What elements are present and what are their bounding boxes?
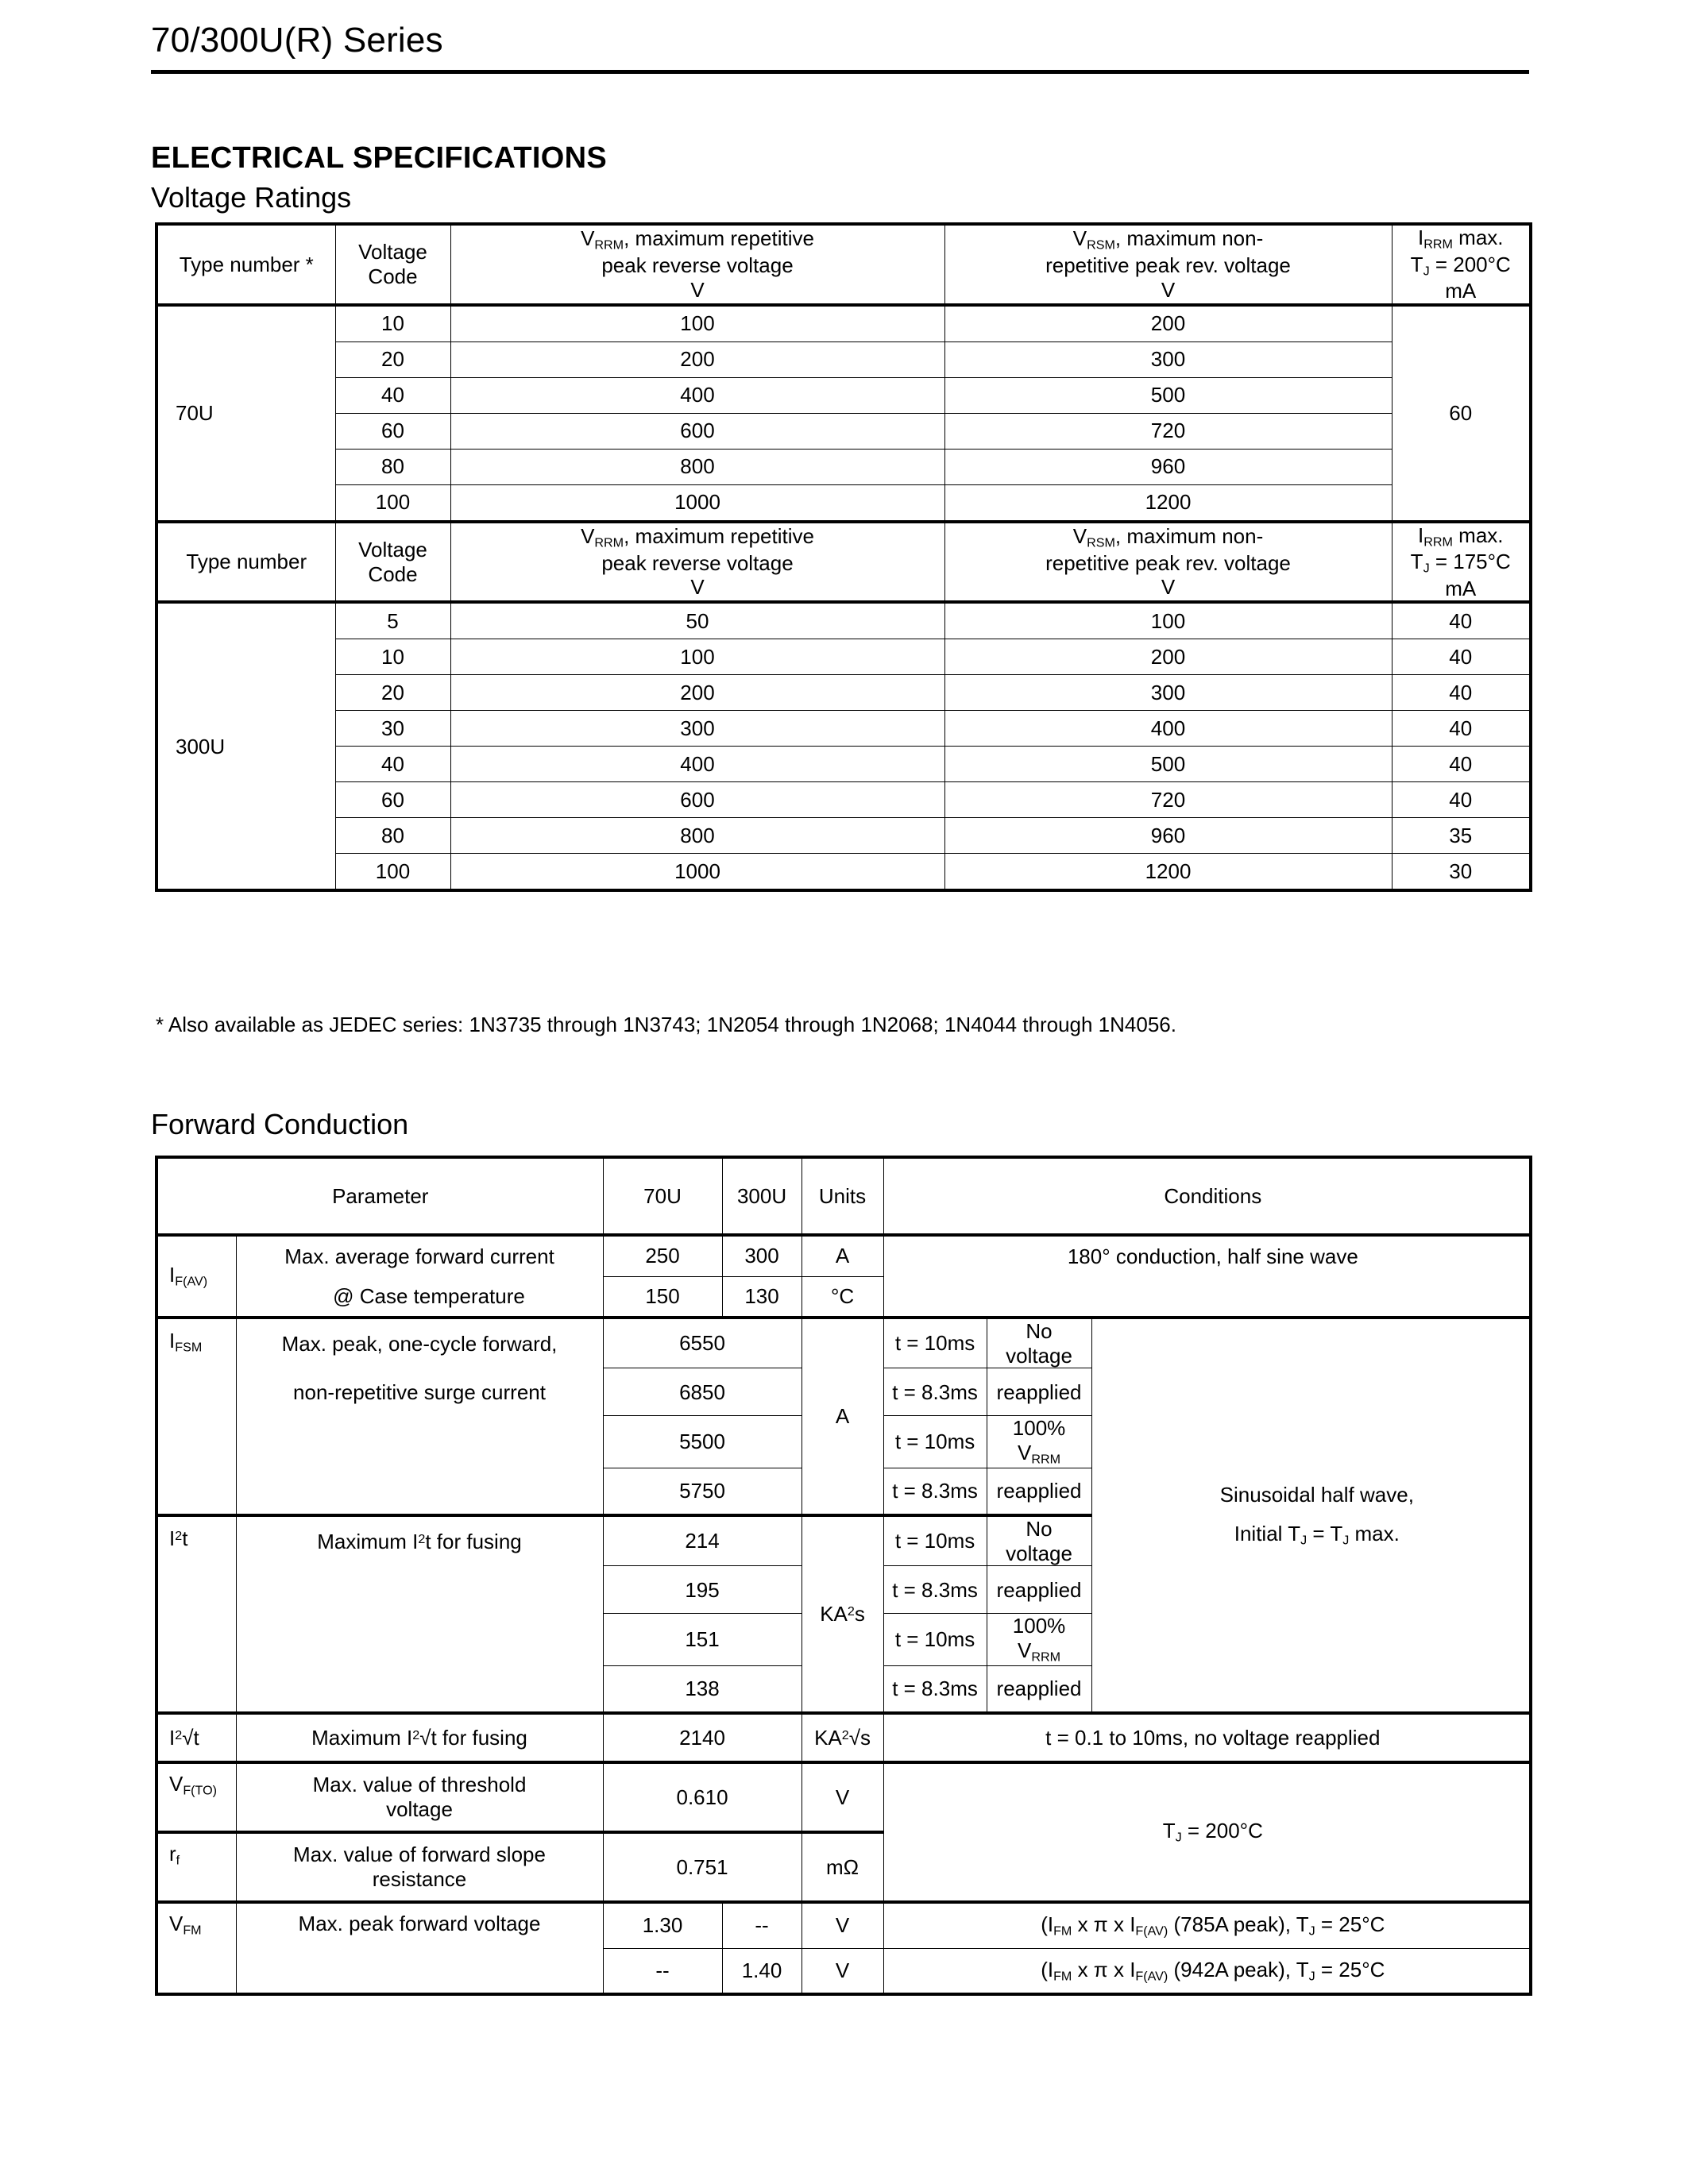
table-row	[156, 1713, 1531, 1762]
unit-cell: A	[802, 1235, 883, 1276]
i2t-superscript: 2	[418, 1531, 426, 1546]
forward-conduction-table	[155, 1156, 1532, 1996]
vrsm-cell: 720	[944, 413, 1392, 449]
vrrm-desc1: , maximum repetitive	[624, 524, 814, 549]
vrsm-cell: 300	[944, 341, 1392, 377]
condition-time: t = 8.3ms	[883, 1665, 987, 1713]
vrsm-cell: 500	[944, 377, 1392, 413]
desc-i2t-spacer	[236, 1566, 603, 1614]
unit-i2t: $KA^2s$	[802, 1515, 883, 1713]
condition-time: t = 10ms	[883, 1515, 987, 1566]
tj-subscript-2: J	[1342, 1533, 1350, 1548]
vrsm-cell: 500	[944, 747, 1392, 782]
desc-i2t-spacer	[236, 1614, 603, 1665]
code-cell: 10	[335, 639, 450, 675]
code-cell: 60	[335, 782, 450, 818]
header-type-number-label: Type number	[186, 550, 307, 574]
irrm-subscript: RRM	[1423, 534, 1453, 550]
vrsm-desc2: repetitive peak rev. voltage	[1045, 253, 1291, 277]
if-av-subscript: F(AV)	[175, 1274, 208, 1289]
desc-case-temperature: @ Case temperature	[236, 1276, 603, 1318]
header-vrsm	[944, 522, 1392, 603]
table-row	[156, 854, 1531, 891]
table-header-row	[156, 224, 1531, 305]
symbol-if-av	[156, 1235, 236, 1318]
voltage-label: Voltage	[358, 240, 427, 264]
i2t-superscript: 2	[175, 1528, 183, 1543]
condition-time: t = 8.3ms	[883, 1368, 987, 1416]
vrsm-cell: 400	[944, 711, 1392, 747]
irrm-tj-line: $T_J = 200^\circ C$	[1410, 252, 1511, 279]
vrrm-unit: V	[690, 575, 705, 600]
value-i2sqrtt: 2140	[603, 1713, 802, 1762]
unit-i2sqrtt: $KA^2√s$	[802, 1713, 883, 1762]
condition-vfm-942a	[883, 1948, 1531, 1994]
code-cell: 60	[335, 413, 450, 449]
table-row	[156, 305, 1531, 342]
condition-voltage: reapplied	[987, 1566, 1091, 1614]
condition-tj-200-text: $T_J = 200^\circ C$	[1162, 1819, 1263, 1845]
vrrm-subscript: RRM	[594, 237, 624, 253]
value-70u: --	[603, 1948, 722, 1994]
header-300u: 300U	[722, 1157, 802, 1235]
vrsm-cell: 1200	[944, 484, 1392, 522]
vrrm-cell: 1000	[450, 484, 944, 522]
vrsm-cell: 720	[944, 782, 1392, 818]
i2-superscript: 2	[412, 1727, 420, 1742]
header-irrm	[1392, 224, 1531, 305]
desc-ifsm-spacer	[236, 1468, 603, 1515]
vrsm-subscript: RSM	[1087, 535, 1115, 550]
symbol-rf	[156, 1832, 236, 1902]
symbol-ifsm-text: $I_{FSM}$	[169, 1329, 203, 1355]
note-sinusoidal-half-wave: Sinusoidal half wave,	[1219, 1482, 1414, 1507]
vrsm-symbol-line: $V_{RSM}$, maximum non-	[1072, 524, 1264, 550]
code-cell: 20	[335, 675, 450, 711]
symbol-rf-text: $r_f$	[169, 1842, 180, 1868]
symbol-if-av-text: $I_{F(AV)}$	[169, 1263, 208, 1289]
table-row	[156, 602, 1531, 639]
condition-voltage: No voltage	[987, 1515, 1091, 1566]
value-ifsm: 6850	[603, 1368, 802, 1416]
irrm-tj-line: $T_J = 175^\circ C$	[1410, 550, 1511, 576]
value-70u: 150	[603, 1276, 722, 1318]
desc-i2sqrtt-fusing	[236, 1713, 603, 1762]
jedec-footnote: * Also available as JEDEC series: 1N3735 through 1N3743; 1N2054 through 1N2068; 1N4044 through 1N4056.	[156, 1013, 1176, 1036]
table-row	[156, 818, 1531, 854]
code-cell: 100	[335, 854, 450, 891]
if-av-subscript: F(AV)	[1135, 1924, 1168, 1939]
irrm-tj-value: 200°C	[1453, 252, 1511, 276]
code-cell: 20	[335, 341, 450, 377]
condition-voltage: reapplied	[987, 1468, 1091, 1515]
code-cell: 80	[335, 449, 450, 484]
value-ifsm: 5750	[603, 1468, 802, 1515]
table-row	[156, 1318, 1531, 1368]
ifm-subscript: FM	[1053, 1969, 1072, 1984]
symbol-vf-to	[156, 1762, 236, 1832]
value-i2t: 214	[603, 1515, 802, 1566]
code-cell: 10	[335, 305, 450, 342]
vrrm-subscript: RRM	[594, 535, 624, 550]
vrrm-cell: 600	[450, 413, 944, 449]
vrsm-cell: 200	[944, 305, 1392, 342]
vfm-subscript: FM	[183, 1923, 202, 1938]
desc-ifsm-line2: non-repetitive surge current	[236, 1368, 603, 1416]
irrm-cell: 35	[1392, 818, 1531, 854]
irrm-value-70u: 60	[1392, 305, 1531, 522]
voltage-ratings-table	[155, 222, 1532, 892]
ifsm-subscript: FSM	[175, 1340, 203, 1355]
condition-voltage: 100% $V_{RRM}$	[987, 1614, 1091, 1665]
condition-time: t = 10ms	[883, 1614, 987, 1665]
value-vf-to: 0.610	[603, 1762, 802, 1832]
vrsm-cell: 300	[944, 675, 1392, 711]
tj-subscript: J	[1308, 1969, 1315, 1984]
table-row	[156, 449, 1531, 484]
condition-voltage: reapplied	[987, 1368, 1091, 1416]
condition-vfm-785a	[883, 1902, 1531, 1948]
header-vrrm	[450, 522, 944, 603]
condition-180-conduction: 180° conduction, half sine wave	[883, 1235, 1531, 1318]
irrm-unit: mA	[1445, 279, 1477, 303]
unit-cell: V	[802, 1902, 883, 1948]
page-title: 70/300U(R) Series	[151, 21, 443, 60]
table-row	[156, 711, 1531, 747]
code-cell: 5	[335, 602, 450, 639]
irrm-symbol-line: $I_{RRM}$ max.	[1418, 226, 1504, 252]
vrrm-desc2: peak reverse voltage	[601, 253, 794, 277]
if-av-subscript: F(AV)	[1135, 1969, 1168, 1984]
symbol-ifsm	[156, 1318, 236, 1515]
value-i2t: 195	[603, 1566, 802, 1614]
table-row	[156, 675, 1531, 711]
code-cell: 40	[335, 377, 450, 413]
desc-i2t-fusing	[236, 1515, 603, 1566]
code-label: Code	[368, 264, 418, 288]
section-heading-voltage-ratings: Voltage Ratings	[151, 181, 352, 214]
unit-cell: °C	[802, 1276, 883, 1318]
value-300u: --	[722, 1902, 802, 1948]
code-cell: 80	[335, 818, 450, 854]
condition-voltage: No voltage	[987, 1318, 1091, 1368]
header-type-number-label: Type number *	[179, 252, 314, 276]
desc-max-average-forward-current: Max. average forward current	[236, 1235, 603, 1276]
irrm-cell: 30	[1392, 854, 1531, 891]
desc-slope-line2: resistance	[372, 1867, 467, 1892]
code-label: Code	[368, 561, 418, 586]
irrm-cell: 40	[1392, 602, 1531, 639]
table-header-row	[156, 522, 1531, 603]
vrrm-desc2: peak reverse voltage	[601, 550, 794, 575]
vrrm-symbol-line: $V_{RRM}$, maximum repetitive	[581, 524, 814, 550]
condition-time: t = 8.3ms	[883, 1566, 987, 1614]
unit-rf: mΩ	[802, 1832, 883, 1902]
section-heading-forward-conduction: Forward Conduction	[151, 1108, 409, 1140]
irrm-cell: 40	[1392, 711, 1531, 747]
desc-slope-line1: Max. value of forward slope	[293, 1843, 546, 1867]
header-vrrm	[450, 224, 944, 305]
vrrm-cell: 300	[450, 711, 944, 747]
value-ifsm: 6550	[603, 1318, 802, 1368]
section-heading-electrical-specifications: ELECTRICAL SPECIFICATIONS	[151, 141, 608, 175]
desc-forward-slope-resistance	[236, 1832, 603, 1902]
header-rule	[151, 70, 1529, 74]
tj-subscript: J	[1423, 264, 1430, 279]
vrrm-cell: 600	[450, 782, 944, 818]
vrrm-cell: 50	[450, 602, 944, 639]
condition-i2sqrtt: t = 0.1 to 10ms, no voltage reapplied	[883, 1713, 1531, 1762]
desc-ifsm-line1: Max. peak, one-cycle forward,	[236, 1318, 603, 1368]
code-cell: 40	[335, 747, 450, 782]
header-type-number	[156, 224, 335, 305]
table-row	[156, 639, 1531, 675]
value-i2t: 138	[603, 1665, 802, 1713]
value-300u: 1.40	[722, 1948, 802, 1994]
vrrm-cell: 100	[450, 305, 944, 342]
irrm-cell: 40	[1392, 639, 1531, 675]
vrsm-symbol-line: $V_{RSM}$, maximum non-	[1072, 226, 1264, 253]
table-row	[156, 341, 1531, 377]
table-row	[156, 782, 1531, 818]
irrm-cell: 40	[1392, 782, 1531, 818]
irrm-max-label: max.	[1458, 523, 1504, 547]
value-300u: 130	[722, 1276, 802, 1318]
vf-to-subscript: F(TO)	[183, 1783, 217, 1798]
vrrm-cell: 200	[450, 675, 944, 711]
symbol-vfm	[156, 1902, 236, 1994]
vrsm-desc1: , maximum non-	[1114, 524, 1264, 549]
vrsm-cell: 100	[944, 602, 1392, 639]
irrm-tj-value: 175°C	[1453, 550, 1511, 574]
desc-max-peak-forward-voltage: Max. peak forward voltage	[236, 1902, 603, 1994]
condition-time: t = 8.3ms	[883, 1468, 987, 1515]
desc-ifsm-spacer	[236, 1416, 603, 1468]
vrsm-cell: 1200	[944, 854, 1392, 891]
desc-i2t-text: Maximum $I^2t$ for fusing	[317, 1529, 522, 1553]
unit-ifsm: A	[802, 1318, 883, 1515]
table-row	[156, 747, 1531, 782]
irrm-max-label: max.	[1458, 226, 1504, 249]
irrm-cell: 40	[1392, 747, 1531, 782]
ka2sqrts-superscript: 2	[841, 1727, 849, 1742]
voltage-label: Voltage	[358, 537, 427, 561]
vrrm-cell: 200	[450, 341, 944, 377]
header-irrm	[1392, 522, 1531, 603]
type-value-300u: 300U	[156, 602, 335, 890]
vrrm-cell: 400	[450, 747, 944, 782]
tj-subscript: J	[1308, 1924, 1315, 1939]
header-units: Units	[802, 1157, 883, 1235]
table-row	[156, 1902, 1531, 1948]
vrsm-cell: 200	[944, 639, 1392, 675]
vrrm-cell: 100	[450, 639, 944, 675]
header-70u: 70U	[603, 1157, 722, 1235]
desc-threshold-line1: Max. value of threshold	[312, 1773, 527, 1797]
symbol-vf-to-text: $V_{F(TO)}$	[169, 1772, 217, 1798]
value-ifsm: 5500	[603, 1416, 802, 1468]
vrrm-cell: 800	[450, 818, 944, 854]
vrsm-desc1: , maximum non-	[1114, 226, 1264, 251]
irrm-unit: mA	[1445, 576, 1477, 600]
desc-threshold-voltage	[236, 1762, 603, 1832]
value-70u: 250	[603, 1235, 722, 1276]
irrm-subscript: RRM	[1423, 237, 1453, 252]
ka2s-superscript: 2	[847, 1603, 855, 1619]
condition-vfm-942a-text: ($I_{FM}$ x π x $I_{F(AV)}$ (942A peak), $T_J = 25^\circ C$	[1041, 1957, 1385, 1984]
vrsm-cell: 960	[944, 818, 1392, 854]
code-cell: 30	[335, 711, 450, 747]
desc-i2t-spacer	[236, 1665, 603, 1713]
value-70u: 1.30	[603, 1902, 722, 1948]
symbol-i2t	[156, 1515, 236, 1713]
header-type-number	[156, 522, 335, 603]
vrrm-cell: 800	[450, 449, 944, 484]
tj-subscript: J	[1300, 1533, 1308, 1548]
ifm-subscript: FM	[1053, 1924, 1072, 1939]
header-voltage-code	[335, 522, 450, 603]
symbol-vfm-text: $V_{FM}$	[169, 1912, 202, 1938]
code-cell: 100	[335, 484, 450, 522]
table-row	[156, 484, 1531, 522]
condition-time: t = 10ms	[883, 1318, 987, 1368]
value-i2t: 151	[603, 1614, 802, 1665]
desc-threshold-line2: voltage	[386, 1797, 453, 1822]
tj-subscript: J	[1423, 561, 1430, 576]
condition-voltage: reapplied	[987, 1665, 1091, 1713]
vrrm-cell: 1000	[450, 854, 944, 891]
table-header-row	[156, 1157, 1531, 1235]
note-initial-tj: Initial $T_J = T_J$ max.	[1234, 1521, 1400, 1548]
condition-time: t = 10ms	[883, 1416, 987, 1468]
irrm-symbol-line: $I_{RRM}$ max.	[1418, 523, 1504, 550]
vrsm-unit: V	[1161, 277, 1176, 302]
header-parameter: Parameter	[156, 1157, 603, 1235]
table-row	[156, 1762, 1531, 1832]
header-vrsm	[944, 224, 1392, 305]
header-voltage-code	[335, 224, 450, 305]
unit-vf-to: V	[802, 1762, 883, 1832]
tj-subscript: J	[1175, 1830, 1182, 1845]
symbol-i2t-text: $I^2t$	[169, 1526, 188, 1551]
vrrm-subscript: RRM	[1031, 1650, 1061, 1665]
vrrm-cell: 400	[450, 377, 944, 413]
condition-voltage: 100% $V_{RRM}$	[987, 1416, 1091, 1468]
value-300u: 300	[722, 1235, 802, 1276]
condition-vfm-785a-text: ($I_{FM}$ x π x $I_{F(AV)}$ (785A peak), $T_J = 25^\circ C$	[1041, 1912, 1385, 1939]
symbol-i2sqrtt-text: $I^2√t$	[169, 1725, 199, 1750]
table-row	[156, 377, 1531, 413]
vrrm-symbol-line: $V_{RRM}$, maximum repetitive	[581, 226, 814, 253]
i2-superscript: 2	[175, 1727, 183, 1742]
table-row	[156, 413, 1531, 449]
rf-subscript: f	[176, 1853, 180, 1868]
type-value-70u: 70U	[156, 305, 335, 522]
vrsm-cell: 960	[944, 449, 1392, 484]
desc-i2sqrtt-text: Maximum $I^2√t$ for fusing	[311, 1725, 527, 1750]
table-row	[156, 1235, 1531, 1276]
vrsm-desc2: repetitive peak rev. voltage	[1045, 550, 1291, 575]
vrsm-unit: V	[1161, 575, 1176, 600]
vrsm-subscript: RSM	[1087, 237, 1115, 253]
header-conditions: Conditions	[883, 1157, 1531, 1235]
vrrm-desc1: , maximum repetitive	[624, 226, 814, 251]
vrrm-subscript: RRM	[1031, 1452, 1061, 1467]
irrm-cell: 40	[1392, 675, 1531, 711]
vrrm-unit: V	[690, 277, 705, 302]
symbol-i2sqrtt	[156, 1713, 236, 1762]
value-rf: 0.751	[603, 1832, 802, 1902]
condition-tj-200	[883, 1762, 1531, 1902]
unit-cell: V	[802, 1948, 883, 1994]
condition-note-sinusoidal	[1091, 1318, 1531, 1713]
